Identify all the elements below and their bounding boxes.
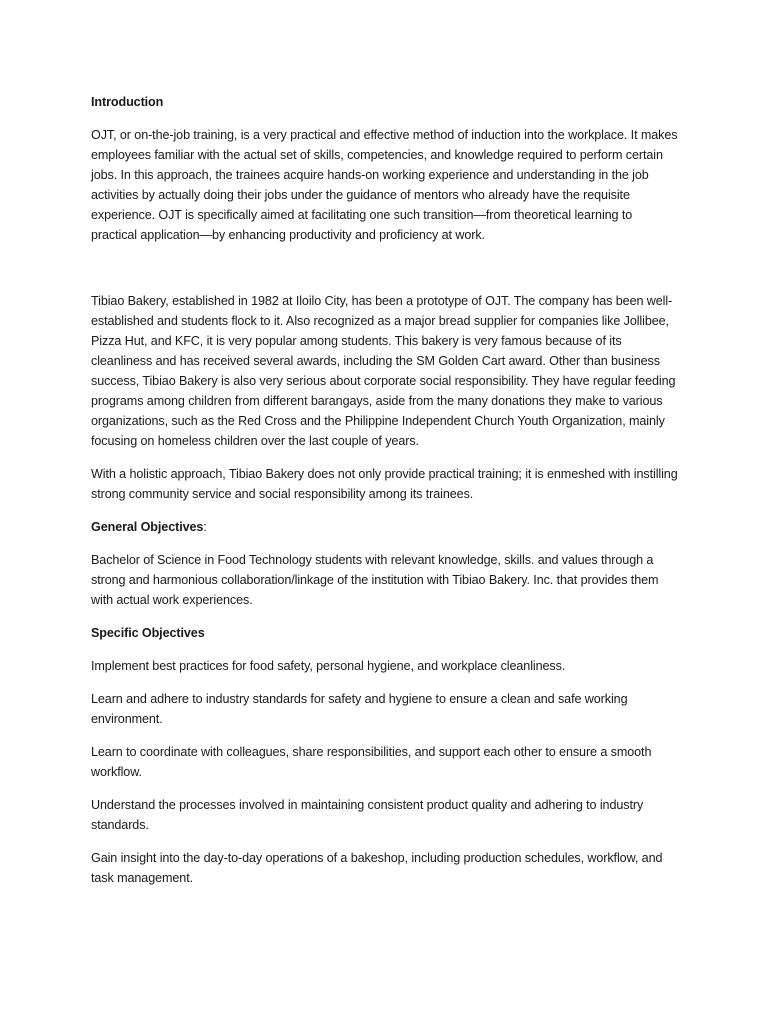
general-objectives-paragraph: Bachelor of Science in Food Technology students with relevant knowledge, skills. and values through a strong and harmonious collaboration/linkage of the institution with Tibiao Bakery. Inc. that provides them with actual work experiences. [91,553,659,607]
introduction-paragraph-3: With a holistic approach, Tibiao Bakery does not only provide practical training; it is enmeshed with instilling strong community service and social responsibility among its trainees. [91,467,678,501]
specific-objective-item-1: Implement best practices for food safety, personal hygiene, and workplace cleanliness. [91,659,566,673]
introduction-paragraph-1: OJT, or on-the-job training, is a very practical and effective method of induction into the workplace. It makes employees familiar with the actual set of skills, competencies, and knowledge required to perform certain jobs. In this approach, the trainees acquire hands-on working experience and understanding in the job activities by actually doing their jobs under the guidance of mentors who already have the requisite experience. OJT is specifically aimed at facilitating one such transition—from theoretical learning to practical application—by enhancing productivity and proficiency at work. [91,128,678,242]
paragraph-spacer [91,258,681,291]
document-page [91,92,681,901]
general-objectives-heading-line [91,517,681,537]
specific-objectives-heading: Specific Objectives [91,626,205,640]
specific-objective-item-2: Learn and adhere to industry standards for safety and hygiene to ensure a clean and safe working environment. [91,692,628,726]
general-objectives-heading: General Objectives [91,520,204,534]
general-objectives-heading-colon: : [203,520,207,534]
specific-objective-item-5: Gain insight into the day-to-day operations of a bakeshop, including production schedules, workflow, and task management. [91,851,663,885]
specific-objective-item-4: Understand the processes involved in maintaining consistent product quality and adhering to industry standards. [91,798,644,832]
introduction-paragraph-2: Tibiao Bakery, established in 1982 at Iloilo City, has been a prototype of OJT. The company has been well-established and students flock to it. Also recognized as a major bread supplier for companies like Jollibee, Pizza Hut, and KFC, it is very popular among students. This bakery is very famous because of its cleanliness and has received several awards, including the SM Golden Cart award. Other than business success, Tibiao Bakery is also very serious about corporate social responsibility. They have regular feeding programs among children from different barangays, aside from the many donations they make to various organizations, such as the Red Cross and the Philippine Independent Church Youth Organization, mainly focusing on homeless children over the last couple of years. [91,294,676,448]
introduction-heading: Introduction [91,95,164,109]
specific-objective-item-3: Learn to coordinate with colleagues, share responsibilities, and support each other to ensure a smooth workflow. [91,745,652,779]
